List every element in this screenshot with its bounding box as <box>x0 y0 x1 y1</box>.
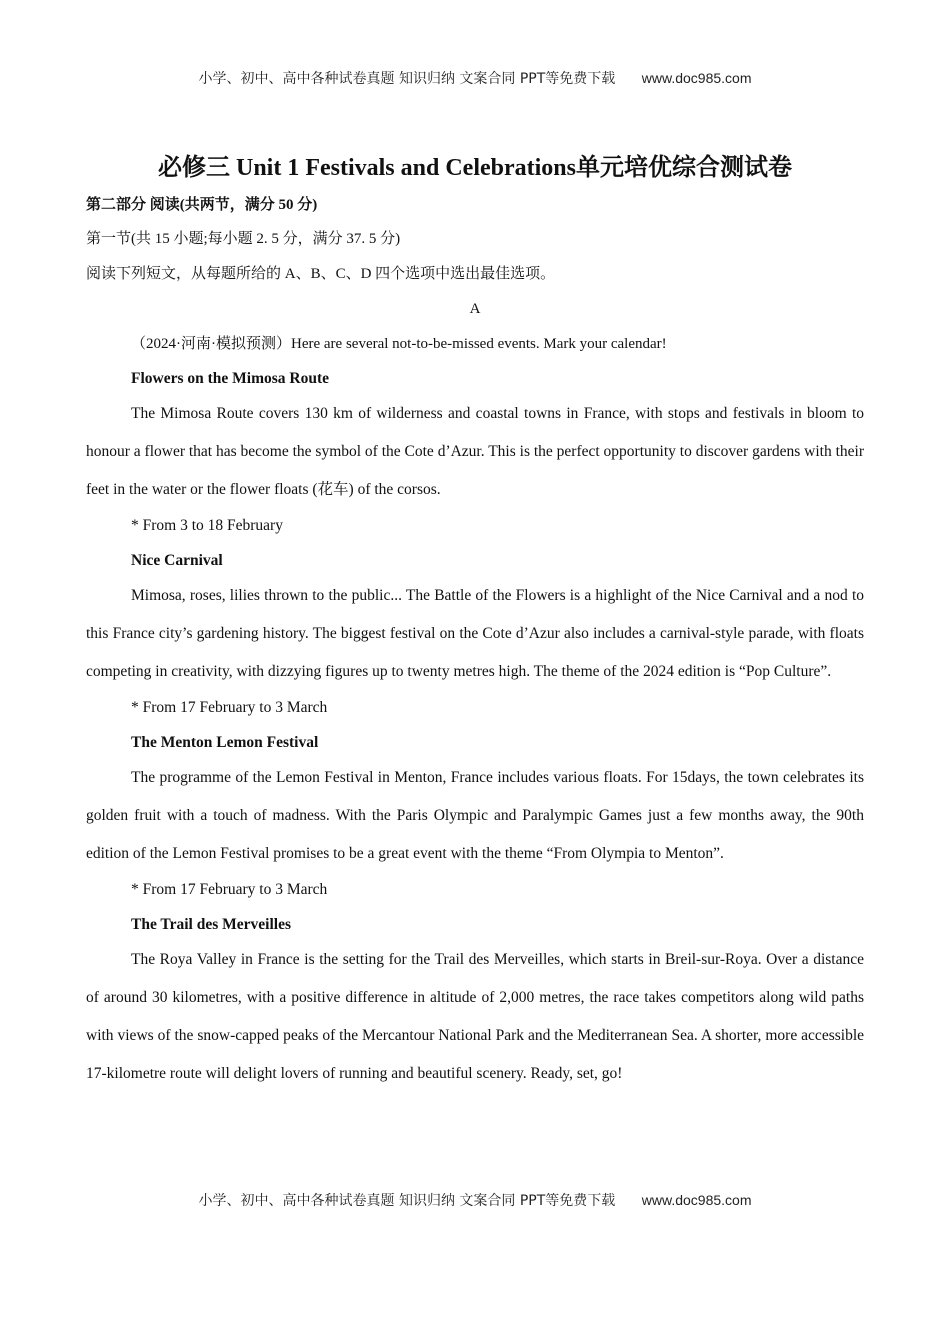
passage-letter: A <box>469 301 481 317</box>
section-heading: 第一节(共 15 小题;每小题 2. 5 分，满分 37. 5 分) <box>86 231 401 247</box>
event-title: Flowers on the Mimosa Route <box>131 370 330 387</box>
event-block <box>86 914 864 1093</box>
event-title: Nice Carnival <box>131 552 223 569</box>
document-title: 必修三 Unit 1 Festivals and Celebrations单元培优综合测试卷 <box>157 155 792 181</box>
event-block <box>86 550 864 719</box>
footer-text: 小学、初中、高中各种试卷真题 知识归纳 文案合同 PPT等免费下载 <box>198 1193 616 1209</box>
document-body <box>86 152 864 1093</box>
event-text: The Roya Valley in France is the setting for the Trail des Merveilles, which starts in Breil-sur-Roya. Over a distance of around 30 kilometres, with a positive difference in altitude of 2,000 metres, the race takes competitors along wild paths with views of the snow-capped peaks of the Mercantour National Park and the Mediterranean Sea. A shorter, more accessible 17-kilometre route will delight lovers of running and beautiful scenery. Ready, set, go! <box>86 951 864 1082</box>
event-date: * From 3 to 18 February <box>131 517 283 534</box>
event-text: Mimosa, roses, lilies thrown to the public... The Battle of the Flowers is a highlight of the Nice Carnival and a nod to this France city’s gardening history. The biggest festival on the Cote d’Azur also includes a carnival-style parade, with floats competing in creativity, with dizzying figures up to twenty metres high. The theme of the 2024 edition is “Pop Culture”. <box>86 587 864 680</box>
footer-site-link[interactable]: www.doc985.com <box>641 1192 752 1208</box>
page-footer <box>0 1190 950 1210</box>
event-block <box>86 368 864 537</box>
instruction: 阅读下列短文，从每题所给的 A、B、C、D 四个选项中选出最佳选项。 <box>86 266 556 282</box>
page-header <box>0 68 950 88</box>
event-title: The Menton Lemon Festival <box>131 734 319 751</box>
event-date: * From 17 February to 3 March <box>131 699 328 716</box>
event-text: The programme of the Lemon Festival in Menton, France includes various floats. For 15days, the town celebrates its golden fruit with a touch of madness. With the Paris Olympic and Paralympic Games just a few months away, the 90th edition of the Lemon Festival promises to be a great event with the theme “From Olympia to Menton”. <box>86 769 864 862</box>
event-date: * From 17 February to 3 March <box>131 881 328 898</box>
part-heading: 第二部分 阅读(共两节，满分 50 分) <box>86 197 318 213</box>
event-block <box>86 732 864 901</box>
passage-intro: （2024·河南·模拟预测）Here are several not-to-be-missed events. Mark your calendar! <box>131 336 667 352</box>
header-site-link[interactable]: www.doc985.com <box>641 70 752 86</box>
event-text: The Mimosa Route covers 130 km of wilderness and coastal towns in France, with stops and festivals in bloom to honour a flower that has become the symbol of the Cote d’Azur. This is the perfect opportunity to discover gardens with their feet in the water or the flower floats (花车) of the corsos. <box>86 405 864 498</box>
event-title: The Trail des Merveilles <box>131 916 291 933</box>
header-text: 小学、初中、高中各种试卷真题 知识归纳 文案合同 PPT等免费下载 <box>198 71 616 87</box>
